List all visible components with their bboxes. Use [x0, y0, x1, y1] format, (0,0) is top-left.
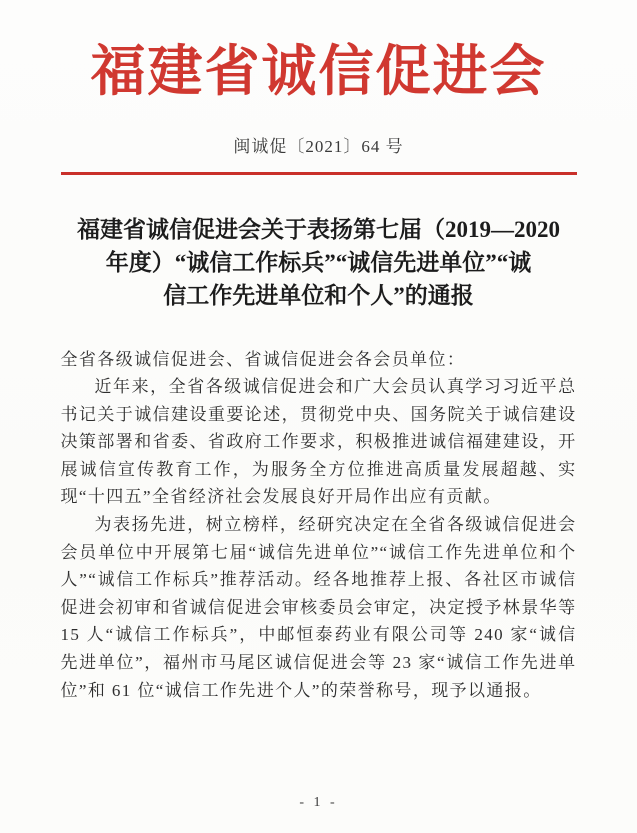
page-number: - 1 - — [299, 795, 338, 810]
body-paragraph-2: 为表扬先进，树立榜样，经研究决定在全省各级诚信促进会会员单位中开展第七届“诚信先进单位”“诚信工作先进单位和个人”“诚信工作标兵”推荐活动。经各地推荐上报、各社区市诚信促进会初审和省诚信促进会审核委员会审定，决定授予林景华等 15 人“诚信工作标兵”，中邮恒泰药业有限公司等 240 家“诚信先进单位”，福州市马尾区诚信促进会等 23 家“诚信工作先进单位”和 61 位“诚信工作先进个人”的荣誉称号，现予以通报。 — [60, 515, 577, 700]
document-title-line-3: 信工作先进单位和个人”的通报 — [163, 282, 474, 308]
document-title-line-1: 福建省诚信促进会关于表扬第七届（2019—2020 — [77, 216, 560, 242]
organization-header-title: 福建省诚信促进会 — [90, 41, 547, 102]
document-body — [61, 346, 577, 705]
red-divider-line — [61, 172, 577, 175]
document-number: 闽诚促〔2021〕64 号 — [233, 136, 404, 156]
document-title — [0, 213, 637, 312]
body-paragraph-1: 近年来，全省各级诚信促进会和广大会员认真学习习近平总书记关于诚信建设重要论述，贯彻党中央、国务院关于诚信建设决策部署和省委、省政府工作要求，积极推进诚信福建建设，开展诚信宣传教育工作，为服务全方位推进高质量发展超越、实现“十四五”全省经济社会发展良好开局作出应有贡献。 — [60, 377, 577, 507]
salutation-line: 全省各级诚信促进会、省诚信促进会各会员单位： — [60, 349, 466, 369]
document-title-line-2: 年度）“诚信工作标兵”“诚信先进单位”“诚 — [105, 249, 532, 275]
